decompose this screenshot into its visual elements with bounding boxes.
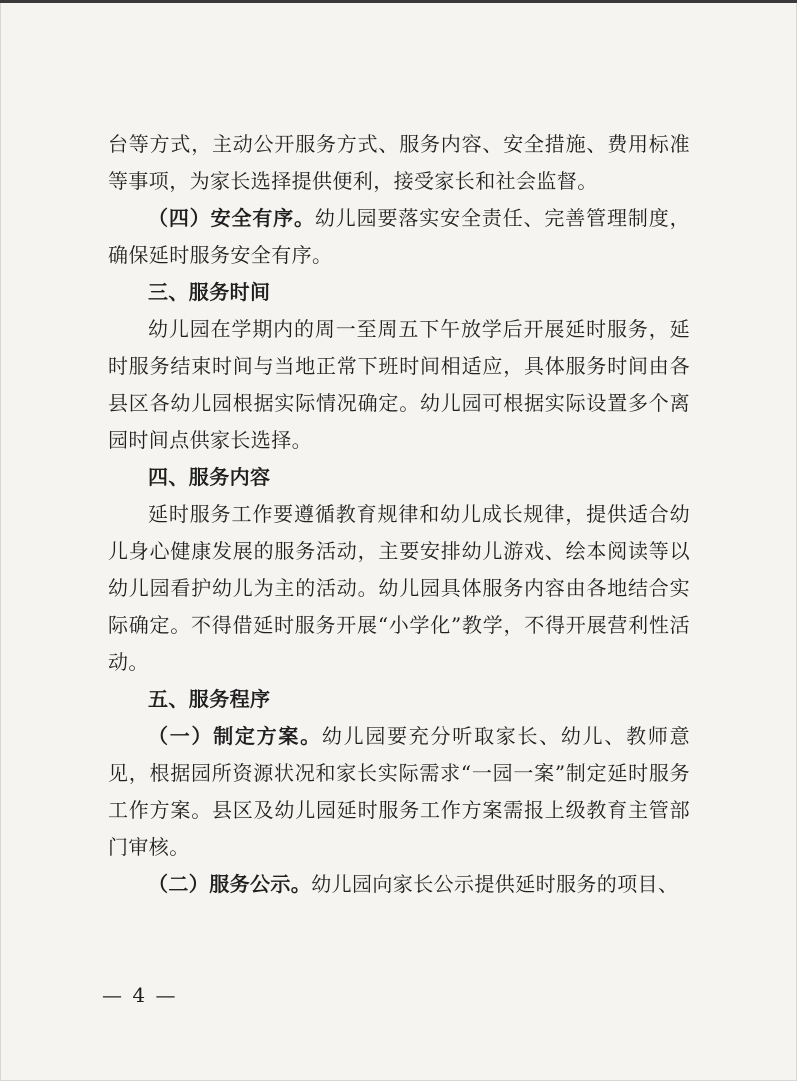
paragraph-service-time: 幼儿园在学期内的周一至周五下午放学后开展延时服务，延时服务结束时间与当地正常下班时间相适应，具体服务时间由各县区各幼儿园根据实际情况确定。幼儿园可根据实际设置多个离园时间点供家长选择。 xyxy=(108,317,690,452)
sub-heading-publicity: （二）服务公示。 xyxy=(148,872,312,896)
paragraph-plan-text: 幼儿园要充分听取家长、幼儿、教师意见，根据园所资源状况和家长实际需求“一园一案”制定延时服务工作方案。县区及幼儿园延时服务工作方案需报上级教育主管部门审核。 xyxy=(108,724,690,859)
heading-service-time: 三、服务时间 xyxy=(148,280,271,304)
paragraph-service-content: 延时服务工作要遵循教育规律和幼儿成长规律，提供适合幼儿身心健康发展的服务活动，主要安排幼儿游戏、绘本阅读等以幼儿园看护幼儿为主的活动。幼儿园具体服务内容由各地结合实际确定。不得借延时服务开展“小学化”教学，不得开展营利性活动。 xyxy=(108,502,690,674)
heading-service-content: 四、服务内容 xyxy=(148,465,271,489)
paragraph-publicity xyxy=(108,866,690,903)
sub-heading-safety: （四）安全有序。 xyxy=(148,206,315,230)
paragraph-publicity-text: 幼儿园向家长公示提供延时服务的项目、 xyxy=(311,872,679,896)
sub-heading-plan: （一）制定方案。 xyxy=(148,724,322,748)
heading-service-procedure: 五、服务程序 xyxy=(148,687,271,711)
scan-top-edge xyxy=(0,0,797,3)
paragraph-safety xyxy=(108,200,690,274)
paragraph-safety-text: 幼儿园要落实安全责任、完善管理制度，确保延时服务安全有序。 xyxy=(108,206,691,267)
page-number: — 4 — xyxy=(102,983,178,1007)
paragraph-1: 台等方式，主动公开服务方式、服务内容、安全措施、费用标准等事项，为家长选择提供便利，接受家长和社会监督。 xyxy=(108,132,690,193)
document-body xyxy=(108,126,690,903)
paragraph-plan xyxy=(108,718,690,866)
